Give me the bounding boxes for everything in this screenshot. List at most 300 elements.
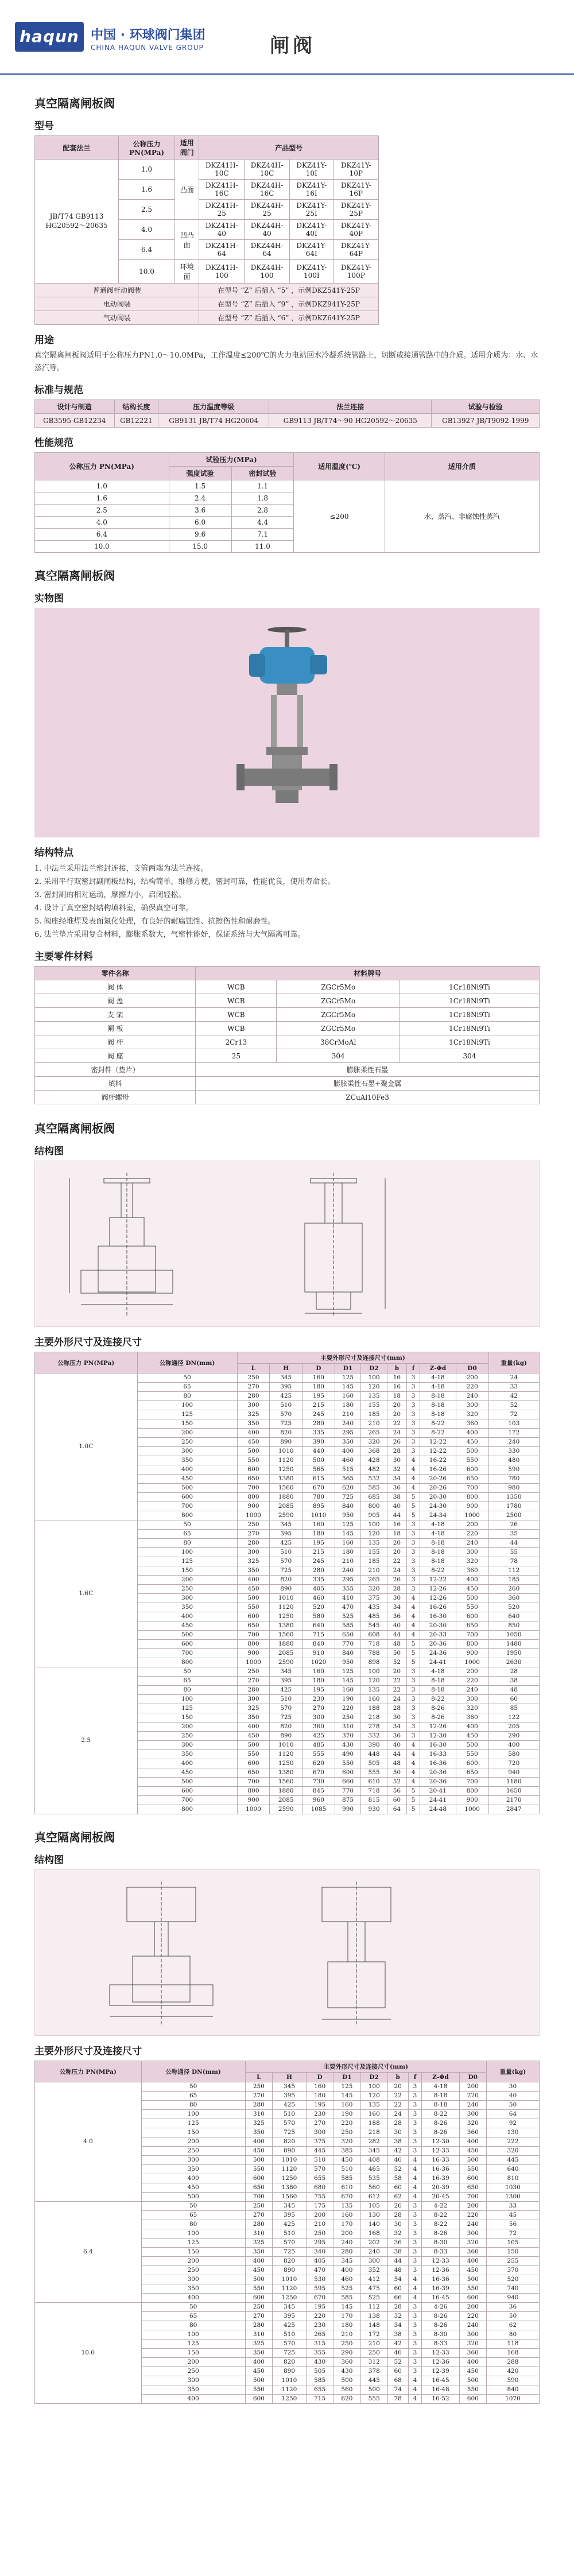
page-title: 闸阀 xyxy=(270,34,316,57)
dim-cell: 400 xyxy=(245,2358,272,2367)
dim-cell: 350 xyxy=(237,1566,270,1576)
dim-cell: 16-45 xyxy=(422,2294,459,2303)
dim-cell: 22 xyxy=(387,2101,408,2110)
dim-cell: 56 xyxy=(387,1787,406,1796)
dim-cell: 700 xyxy=(137,1649,237,1658)
dim-cell: 160 xyxy=(333,2101,360,2110)
dim-cell: 500 xyxy=(137,1778,237,1787)
dim-cell: 44 xyxy=(387,1750,406,1759)
dim-cell: 62 xyxy=(387,2193,408,2202)
dim-cell: 26 xyxy=(488,1520,540,1530)
dim-cell: 288 xyxy=(486,2358,539,2367)
valve-photo xyxy=(34,608,540,837)
dim-cell: 170 xyxy=(333,2220,360,2229)
dim-cell: 670 xyxy=(333,2193,360,2202)
section-title: 真空隔离闸板阀 xyxy=(34,1830,115,1844)
dim-cell: 770 xyxy=(335,1640,360,1649)
dim-cell: 325 xyxy=(237,1557,270,1566)
dim-cell: 430 xyxy=(335,1741,360,1750)
parts-header: 材料牌号 xyxy=(196,967,540,980)
dim-cell: 3 xyxy=(407,1419,420,1429)
dim-cell: 350 xyxy=(137,1750,237,1759)
pressure-cell: 10.0 xyxy=(119,260,175,284)
dim-cell: 360 xyxy=(456,1419,488,1429)
dim-cell: 140 xyxy=(360,2220,387,2229)
dim-cell: 26 xyxy=(387,2202,408,2211)
perf-cell: 10.0 xyxy=(35,541,169,553)
dim-cell: 460 xyxy=(333,2275,360,2284)
dim-cell: 210 xyxy=(361,1566,387,1576)
dim-cell: 100 xyxy=(361,1374,387,1383)
dim-cell: 245 xyxy=(302,1557,335,1566)
dim-cell: 33 xyxy=(486,2202,539,2211)
dim-cell: 1010 xyxy=(272,2156,306,2165)
dim-cell: 535 xyxy=(360,2174,387,2183)
dim-cell: 370 xyxy=(335,1732,360,1741)
dim-cell: 28 xyxy=(387,2119,408,2128)
dim-cell: 310 xyxy=(335,1722,360,1732)
dim-cell: 600 xyxy=(245,2395,272,2404)
dim-cell: 3 xyxy=(408,2239,422,2248)
dim-cell: 100 xyxy=(141,2229,245,2239)
dim-cell: 890 xyxy=(272,2266,306,2275)
dim-cell: 220 xyxy=(306,2312,333,2321)
dim-cell: 38 xyxy=(488,1677,540,1686)
dim-cell: 24 xyxy=(387,1429,406,1438)
dim-cell: 960 xyxy=(302,1796,335,1805)
dim-header: f xyxy=(407,1364,420,1374)
dim-cell: 16-45 xyxy=(422,2376,459,2385)
dim-cell: 200 xyxy=(459,2202,486,2211)
dim-cell: 52 xyxy=(387,1658,406,1667)
model-cell: DKZ41Y-64I xyxy=(289,240,333,260)
dim-cell: 390 xyxy=(361,1741,387,1750)
dim-cell: 325 xyxy=(237,1704,270,1713)
dim-cell: 725 xyxy=(270,1713,302,1722)
dim-cell: 5 xyxy=(407,1511,420,1520)
dim-cell: 200 xyxy=(333,2229,360,2239)
dim-cell: 600 xyxy=(459,2294,486,2303)
dim-cell: 280 xyxy=(245,2321,272,2330)
note-label-cell: 电动阀装 xyxy=(35,297,199,311)
dim-cell: 24-30 xyxy=(420,1502,456,1511)
dim-cell: 120 xyxy=(361,1383,387,1392)
dim-cell: 570 xyxy=(272,2119,306,2128)
dim-cell: 320 xyxy=(456,1704,488,1713)
standard-header: 压力温度等级 xyxy=(158,400,269,414)
dim-cell: 532 xyxy=(361,1475,387,1484)
dim-cell: 4-18 xyxy=(420,1520,456,1530)
pressure-cell: 10.0 xyxy=(35,2303,142,2404)
dim-cell: 65 xyxy=(137,1383,237,1392)
dim-header: b xyxy=(387,1364,406,1374)
dim-cell: 450 xyxy=(456,1438,488,1447)
dim-cell: 550 xyxy=(456,1456,488,1465)
dim-cell: 65 xyxy=(141,2092,245,2101)
table-row xyxy=(35,980,540,994)
perf-header: 公称压力 PN(MPa) xyxy=(35,453,169,480)
dim-cell: 300 xyxy=(141,2376,245,2385)
parts-cell: WCB xyxy=(196,1022,277,1035)
dim-cell: 175 xyxy=(306,2202,333,2211)
dim-cell: 1650 xyxy=(488,1787,540,1796)
dim-cell: 450 xyxy=(245,2367,272,2376)
dim-cell: 1020 xyxy=(302,1658,335,1667)
dim-cell: 180 xyxy=(335,1548,360,1557)
dim-cell: 4 xyxy=(408,2294,422,2303)
dim-cell: 350 xyxy=(137,1603,237,1612)
dim-cell: 390 xyxy=(302,1438,335,1447)
dim-cell: 500 xyxy=(459,2156,486,2165)
model-header: 适用 阀门 xyxy=(174,136,199,160)
model-cell: DKZ44H-64 xyxy=(245,240,290,260)
dim-cell: 2170 xyxy=(488,1796,540,1805)
dim-cell: 220 xyxy=(459,2092,486,2101)
dim-cell: 580 xyxy=(302,1612,335,1621)
dim-cell: 700 xyxy=(137,1796,237,1805)
dim-header: D2 xyxy=(360,2073,387,2082)
dim-cell: 3 xyxy=(408,2266,422,2275)
dim-cell: 1010 xyxy=(302,1511,335,1520)
dim-cell: 202 xyxy=(360,2239,387,2248)
perf-medium-cell: 水、蒸汽、非腐蚀性蒸汽 xyxy=(385,480,539,553)
dim-cell: 3 xyxy=(407,1410,420,1419)
dim-cell: 330 xyxy=(488,1447,540,1456)
model-header: 配套法兰 xyxy=(35,136,119,160)
dim-cell: 3 xyxy=(407,1392,420,1401)
dim-cell: 600 xyxy=(245,2174,272,2183)
page-header xyxy=(0,0,574,75)
dim-cell: 900 xyxy=(456,1796,488,1805)
dim-cell: 300 xyxy=(237,1401,270,1410)
dim-cell: 425 xyxy=(302,1732,335,1741)
dim-cell: 200 xyxy=(306,2211,333,2220)
dim-cell: 530 xyxy=(306,2275,333,2284)
dim-cell: 360 xyxy=(488,1594,540,1603)
dim-cell: 570 xyxy=(270,1410,302,1419)
dim-cell: 16-36 xyxy=(420,1759,456,1768)
dim-cell: 550 xyxy=(335,1759,360,1768)
dim-cell: 3 xyxy=(407,1557,420,1566)
dim-cell: 320 xyxy=(486,2147,539,2156)
dim-cell: 400 xyxy=(333,2266,360,2275)
dim-cell: 85 xyxy=(488,1704,540,1713)
dim-header: 公称压力 PN(MPa) xyxy=(35,1352,138,1374)
dim-cell: 250 xyxy=(141,2367,245,2376)
model-cell: DKZ41Y-16I xyxy=(289,180,333,200)
dim-cell: 595 xyxy=(306,2284,333,2294)
dim-cell: 16-30 xyxy=(420,1741,456,1750)
model-cell: DKZ41H-64 xyxy=(199,240,245,260)
dim-cell: 220 xyxy=(456,1530,488,1539)
dim-cell: 1000 xyxy=(456,1511,488,1520)
dim-cell: 8-33 xyxy=(422,2340,459,2349)
dim-cell: 840 xyxy=(302,1640,335,1649)
dim-cell: 20-26 xyxy=(420,1475,456,1484)
dim-cell: 180 xyxy=(333,2321,360,2330)
dim-cell: 240 xyxy=(456,1539,488,1548)
dim-cell: 800 xyxy=(456,1787,488,1796)
dim-cell: 4 xyxy=(407,1612,420,1621)
dim-cell: 910 xyxy=(302,1649,335,1658)
dim-cell: 320 xyxy=(456,1557,488,1566)
dim-cell: 44 xyxy=(387,2257,408,2266)
dim-cell: 800 xyxy=(237,1493,270,1502)
dim-cell: 38 xyxy=(387,1493,406,1502)
dim-cell: 60 xyxy=(387,2284,408,2294)
dim-cell: 20-30 xyxy=(420,1621,456,1631)
dim-cell: 195 xyxy=(306,2303,333,2312)
dim-cell: 172 xyxy=(360,2330,387,2340)
dim-cell: 510 xyxy=(270,1695,302,1704)
feature-item: 5. 阀座经堆焊及表面氮化处理，有良好的耐腐蚀性、抗擦伤性和耐磨性。 xyxy=(34,917,276,926)
dim-cell: 8-18 xyxy=(420,1677,456,1686)
dim-cell: 800 xyxy=(237,1640,270,1649)
dim-cell: 200 xyxy=(141,2257,245,2266)
dim-cell: 24 xyxy=(387,1566,406,1576)
dim-cell: 200 xyxy=(459,2303,486,2312)
dim-cell: 725 xyxy=(335,1493,360,1502)
dim-cell: 74 xyxy=(387,2385,408,2395)
dim-cell: 4 xyxy=(407,1768,420,1778)
dim-cell: 48 xyxy=(488,1686,540,1695)
dim-cell: 112 xyxy=(360,2303,387,2312)
dim-cell: 34 xyxy=(387,1603,406,1612)
dim-cell: 8-18 xyxy=(420,1539,456,1548)
dim-cell: 8-26 xyxy=(422,2321,459,2330)
pressure-cell: 1.6C xyxy=(35,1520,138,1667)
dim-cell: 370 xyxy=(486,2266,539,2275)
dim-cell: 450 xyxy=(333,2156,360,2165)
dim-cell: 222 xyxy=(486,2137,539,2147)
model-cell: DKZ41Y-25I xyxy=(289,200,333,220)
dim-cell: 400 xyxy=(459,2257,486,2266)
model-cell: DKZ41Y-16P xyxy=(333,180,378,200)
dim-cell: 150 xyxy=(137,1566,237,1576)
dim-cell: 295 xyxy=(306,2239,333,2248)
dimension-title: 主要外形尺寸及连接尺寸 xyxy=(34,1337,142,1348)
parts-cell: 38CrMoAl xyxy=(277,1035,400,1049)
dim-cell: 450 xyxy=(459,2266,486,2275)
dim-cell: 500 xyxy=(456,1447,488,1456)
dim-cell: 1380 xyxy=(270,1621,302,1631)
drawing-title: 结构图 xyxy=(34,1146,64,1157)
dim-cell: 525 xyxy=(360,2294,387,2303)
dim-cell: 72 xyxy=(486,2229,539,2239)
dim-cell: 350 xyxy=(137,1456,237,1465)
dim-cell: 3 xyxy=(408,2330,422,2340)
dim-cell: 4 xyxy=(408,2174,422,2183)
drive-cell: 环境面 xyxy=(174,260,199,284)
perf-header: 适用温度(℃) xyxy=(294,453,385,480)
dim-cell: 28 xyxy=(387,1704,406,1713)
dim-cell: 510 xyxy=(272,2110,306,2119)
dim-cell: 300 xyxy=(137,1741,237,1750)
dim-cell: 280 xyxy=(237,1686,270,1695)
dim-cell: 46 xyxy=(387,2349,408,2358)
dim-cell: 24-41 xyxy=(420,1796,456,1805)
dim-cell: 220 xyxy=(335,1704,360,1713)
dim-cell: 612 xyxy=(360,2193,387,2202)
dim-cell: 80 xyxy=(137,1686,237,1695)
dim-cell: 820 xyxy=(270,1429,302,1438)
table-row xyxy=(35,1520,540,1530)
dim-cell: 600 xyxy=(237,1612,270,1621)
dim-cell: 1000 xyxy=(237,1511,270,1520)
dim-cell: 8-26 xyxy=(422,2229,459,2239)
dim-cell: 20-33 xyxy=(420,1631,456,1640)
dim-cell: 3 xyxy=(408,2321,422,2330)
dim-cell: 64 xyxy=(387,1805,406,1814)
dim-cell: 900 xyxy=(237,1649,270,1658)
dim-cell: 670 xyxy=(302,1768,335,1778)
dim-cell: 600 xyxy=(237,1759,270,1768)
dim-cell: 4 xyxy=(408,2193,422,2202)
dim-cell: 20 xyxy=(387,1667,406,1677)
dim-cell: 310 xyxy=(245,2229,272,2239)
dim-cell: 42 xyxy=(387,2147,408,2156)
dim-cell: 300 xyxy=(360,2257,387,2266)
dim-cell: 16-48 xyxy=(422,2385,459,2395)
dim-cell: 12-22 xyxy=(420,1438,456,1447)
dim-cell: 26 xyxy=(387,1438,406,1447)
dim-cell: 350 xyxy=(245,2128,272,2137)
dim-cell: 52 xyxy=(387,2358,408,2367)
dim-header: 主要外形尺寸及连接尺寸(mm) xyxy=(245,2061,486,2073)
dim-cell: 135 xyxy=(360,2101,387,2110)
dim-cell: 24 xyxy=(488,1374,540,1383)
dim-cell: 210 xyxy=(306,2220,333,2229)
dim-cell: 650 xyxy=(456,1621,488,1631)
dim-cell: 3 xyxy=(407,1438,420,1447)
dim-cell: 600 xyxy=(456,1465,488,1475)
dim-cell: 230 xyxy=(302,1695,335,1704)
dim-cell: 12-22 xyxy=(420,1576,456,1585)
dim-cell: 425 xyxy=(272,2101,306,2110)
dim-cell: 890 xyxy=(270,1585,302,1594)
dim-cell: 725 xyxy=(272,2128,306,2137)
dim-cell: 8-26 xyxy=(422,2128,459,2137)
dim-cell: 655 xyxy=(306,2174,333,2183)
dim-cell: 125 xyxy=(141,2119,245,2128)
dim-cell: 100 xyxy=(361,1520,387,1530)
dim-cell: 570 xyxy=(272,2239,306,2248)
dim-cell: 2085 xyxy=(270,1796,302,1805)
dim-cell: 350 xyxy=(335,1438,360,1447)
dim-cell: 250 xyxy=(141,2147,245,2156)
dim-cell: 190 xyxy=(333,2110,360,2119)
parts-cell: ZGCr5Mo xyxy=(277,1022,400,1035)
dim-cell: 295 xyxy=(335,1576,360,1585)
dim-cell: 130 xyxy=(486,2128,539,2137)
dim-cell: 250 xyxy=(137,1438,237,1447)
dim-cell: 515 xyxy=(335,1465,360,1475)
dim-cell: 38 xyxy=(387,2330,408,2340)
dim-cell: 38 xyxy=(387,2248,408,2257)
table-row xyxy=(35,1063,540,1077)
table-row xyxy=(35,2082,540,2092)
dim-cell: 350 xyxy=(141,2385,245,2395)
dim-cell: 1380 xyxy=(272,2183,306,2193)
dim-cell: 475 xyxy=(360,2284,387,2294)
dim-header: 重量(kg) xyxy=(488,1352,540,1374)
dim-cell: 188 xyxy=(360,2119,387,2128)
dim-cell: 570 xyxy=(272,2340,306,2349)
dim-cell: 320 xyxy=(361,1438,387,1447)
parts-title: 主要零件材料 xyxy=(34,951,93,963)
dim-cell: 5 xyxy=(407,1787,420,1796)
dim-cell: 4 xyxy=(407,1603,420,1612)
dim-cell: 425 xyxy=(272,2321,306,2330)
dim-cell: 18 xyxy=(387,1392,406,1401)
dim-cell: 200 xyxy=(137,1722,237,1732)
dim-cell: 52 xyxy=(387,1778,406,1787)
dim-cell: 600 xyxy=(459,2395,486,2404)
dim-cell: 610 xyxy=(333,2183,360,2193)
dim-cell: 300 xyxy=(456,1401,488,1410)
dim-cell: 3 xyxy=(408,2110,422,2119)
dim-cell: 150 xyxy=(137,1419,237,1429)
dim-cell: 550 xyxy=(456,1750,488,1759)
model-cell: DKZ44H-100 xyxy=(245,260,290,284)
dim-cell: 4 xyxy=(408,2385,422,2395)
dim-cell: 3 xyxy=(407,1585,420,1594)
dim-cell: 295 xyxy=(335,1429,360,1438)
dim-cell: 250 xyxy=(333,2340,360,2349)
dim-cell: 3 xyxy=(408,2137,422,2147)
dim-cell: 3 xyxy=(408,2092,422,2101)
standard-cell: GB9131 JB/T74 HG20604 xyxy=(158,414,269,428)
dim-cell: 4 xyxy=(408,2395,422,2404)
dim-cell: 680 xyxy=(306,2183,333,2193)
dim-cell: 650 xyxy=(237,1621,270,1631)
dim-cell: 190 xyxy=(335,1695,360,1704)
parts-cell: 1Cr18Ni9Ti xyxy=(400,994,539,1008)
dim-cell: 1120 xyxy=(270,1750,302,1759)
dim-cell: 160 xyxy=(306,2082,333,2092)
dim-header: D xyxy=(306,2073,333,2082)
dim-cell: 80 xyxy=(137,1392,237,1401)
dim-cell: 180 xyxy=(335,1401,360,1410)
dim-cell: 24 xyxy=(387,2110,408,2119)
dim-cell: 28 xyxy=(387,2303,408,2312)
dim-cell: 500 xyxy=(459,2275,486,2284)
dim-cell: 280 xyxy=(245,2220,272,2229)
parts-cell: WCB xyxy=(196,980,277,994)
dim-cell: 990 xyxy=(335,1805,360,1814)
dim-cell: 300 xyxy=(456,1695,488,1704)
dim-cell: 350 xyxy=(237,1713,270,1722)
dim-cell: 840 xyxy=(335,1649,360,1658)
dim-cell: 620 xyxy=(302,1759,335,1768)
dim-cell: 280 xyxy=(302,1566,335,1576)
dim-cell: 200 xyxy=(137,1429,237,1438)
dim-cell: 80 xyxy=(137,1539,237,1548)
dim-cell: 895 xyxy=(302,1502,335,1511)
dim-cell: 1250 xyxy=(270,1759,302,1768)
dim-cell: 360 xyxy=(456,1713,488,1722)
table-row xyxy=(35,160,379,180)
dim-cell: 218 xyxy=(360,2128,387,2137)
dim-cell: 755 xyxy=(306,2193,333,2202)
dim-cell: 130 xyxy=(360,2211,387,2220)
dim-cell: 125 xyxy=(141,2340,245,2349)
dim-cell: 395 xyxy=(272,2211,306,2220)
dim-cell: 100 xyxy=(360,2082,387,2092)
dim-cell: 450 xyxy=(459,2147,486,2156)
dim-cell: 550 xyxy=(459,2385,486,2395)
dim-cell: 450 xyxy=(456,1732,488,1741)
